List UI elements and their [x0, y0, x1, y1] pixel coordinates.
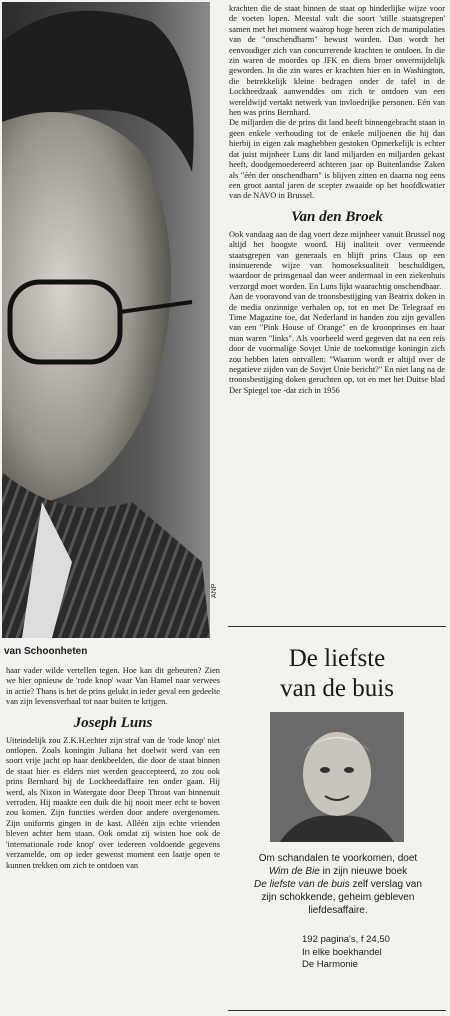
photo-credit: ANP [211, 583, 218, 598]
ad-title-line: De liefste [288, 645, 386, 672]
ad-text-line: liefdesaffaire. [308, 905, 368, 916]
ad-book-title: De liefste van de buis [254, 879, 350, 890]
ad-title-line: van de buis [280, 675, 394, 702]
ad-bottom-rule [228, 1010, 446, 1011]
ad-availability: In elke boekhandel [302, 946, 382, 958]
ad-meta [302, 934, 442, 972]
ad-publisher: De Harmonie [302, 959, 358, 970]
ad-pages-price: 192 pagina's, f 24,50 [302, 934, 390, 945]
ad-text-fragment: zelf verslag van [349, 879, 422, 890]
section-heading: Van den Broek [291, 208, 383, 225]
article-paragraph: Ook vandaag aan de dag voert deze mijnheer vanuit Brussel nog altijd het hoogste woord. Hij inaliteit over vermeende staatsgrepen van generaals en blijft prins Claus op een insinuerende wijze van homoseksualiteit beschuldigen, waardoor de prinsgenaal dan weer andermaal in een ziekenhuis verzorgd moet worden. En Luns lijkt waarachtig onschendbaar. [229, 229, 445, 291]
section-heading: Joseph Luns [73, 714, 153, 731]
article-left-column [6, 666, 220, 871]
article-right-column [229, 4, 445, 396]
ad-description [232, 852, 444, 917]
ad-text-line: Om schandalen te voorkomen, doet [258, 853, 418, 864]
ad-author-photo [270, 712, 404, 842]
portrait-photo-drawing [2, 2, 210, 638]
article-paragraph: Uiteindelijk zou Z.K.H.echter zijn straf van de 'rode knop' niet ontlopen. Zoals koningin Juliana het doelwit werd van een soort vrije jacht op haar denkbeelden, die door de staat binnen de staat hier es elders niet werden geaccepteerd, zo zou ook prins Bernhard bij de Lockheedaffaire ten onder gaan. Hij werd, als Nixon in Watergate door Deep Throat van binnenuit verraden. Hij maakte een duik die hij nooit meer echt te boven zou komen. Zijn functies werden door andere overgenomen. Zijn uniforms gingen in de kast. Alléén zijn echte vrienden bleven achter hem staan. Ook omdat zij wisten hoe ook de 'internationale rode knop' over iedereen voldoende gegevens verzamelde, om op ieder gewenst moment een laatje open te kunnen trekken om zich te ontdoen van [6, 735, 220, 870]
ad-title [230, 644, 444, 704]
ad-author-name: Wim de Bie [268, 866, 320, 877]
ad-text-line [232, 865, 444, 878]
article-paragraph: haar vader wilde vertellen tegen. Hoe kan dit gebeuren? Zien we hier opnieuw de 'rode knop' waar Van Hamel naar verwees in actie? Thans is het de prins gelukt in ieder geval een gedeelte van zijn levensverhaal tot naar buiten te krijgen. [6, 666, 220, 707]
ad-text-fragment: in zijn nieuwe boek [319, 866, 408, 877]
ad-author-photo-drawing [270, 712, 404, 842]
ad-text-line: zijn schokkende, geheim gebleven [261, 892, 415, 903]
ad-text-line [232, 878, 444, 891]
ad-top-rule [228, 626, 446, 627]
photo-caption: van Schoonheten [4, 646, 88, 657]
portrait-photo [2, 2, 210, 638]
article-paragraph: Aan de vooravond van de troonsbestijging van Beatrix doken in de media onzinnige verhalen op, tot en met De Telegraaf en Time Magazine toe, dat Nederland in handen zou zijn gevallen van een "Pink House of Orange" en de kroonprinses en haar man waren "links". Als voorbeeld werd gegeven dat na een reis door de voormalige Sovjet Unie de toekomstige koningin zich zou hebben laten ontvallen: "Waarom wordt er altijd over de negatieve zijden van de Sovjet Unie bericht?" En niet lang na de troonsbestijging doken geruchten op, tot en met het Duitse blad Der Spiegel toe -dat zich in 1956 [229, 292, 445, 395]
article-paragraph: krachten die de staat binnen de staat op hinderlijke wijze voor de voeten lopen. Meestal valt die soort 'stille staatsgrepen' samen met het moment waarop hoge heren zich de manipulaties van de "onschendbarm" bewust worden. Dan wordt het eenvoudiger zich van concurrerende krachten te ontdoen. In die zin waren de moordes op JFK en diens broer onvermijdelijk geworden. In die zin wares er krachten hier en in Washington, die betrekkelijk kleine bedragen onder de tafel in de Lockheedzaak aanwenddes om zich te ontdoen van een wereldwijd vertakt netwerk van invloedrijke personen. Eén van hen was prins Bernhard. [229, 4, 445, 118]
article-paragraph: De miljarden die de prins dit land heeft binnengebracht staan in geen enkele verhouding tot de enkele miljoenen die hij dan hierbij in eigen zak maghebben gestoken Opmerkelijk is echter dat juist mijnheer Luns dit land miljarden en miljarden gekast heeft, doodgemoedereerd achteren jaar op Buitenlandse Zaken als "één der onschendbarn" is blijven zitten en daarna nog eens een groot aantal jaren de scepter zwaaide op het hoofdkwatier van de NAVO in Brussel. [229, 118, 445, 201]
